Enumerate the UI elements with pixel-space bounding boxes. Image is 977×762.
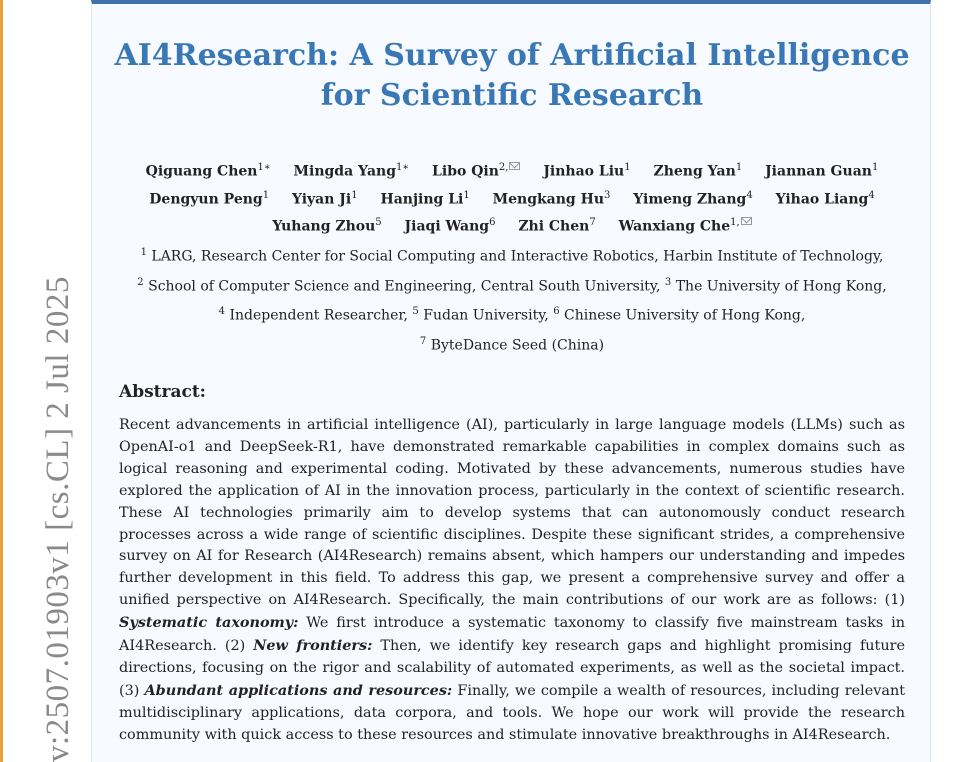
affiliation-line-2: $^2$ School of Computer Science and Engineering, Central South University, $^3$ The University of Hong Kong, <box>137 276 887 295</box>
title-line-1: AI4Research: A Survey of Artificial Intelligence <box>114 38 910 73</box>
mail-icon[interactable] <box>741 217 752 225</box>
contribution-1-label: Systematic taxonomy: <box>119 614 299 632</box>
author: Yimeng Zhang$^4$ <box>633 189 753 208</box>
arxiv-identifier-stamp: v:2507.01903v1 [cs.CL] 2 Jul 2025 <box>40 276 76 762</box>
author: Mengkang Hu$^3$ <box>492 189 611 208</box>
author: Jiannan Guan$^1$ <box>765 162 879 180</box>
affiliation-line-4: $^7$ ByteDance Seed (China) <box>419 335 605 354</box>
author-row-2 <box>92 184 932 212</box>
mail-icon[interactable] <box>509 162 520 170</box>
author-row-1 <box>92 156 932 184</box>
contribution-3-label: Abundant applications and resources: <box>144 681 453 699</box>
author: Wanxiang Che$^{1,}$ <box>619 211 752 239</box>
contribution-2-label: New frontiers: <box>253 637 373 655</box>
paper-title <box>92 36 932 116</box>
abstract-text: Recent advancements in artificial intelligence (AI), particularly in large language models (LLMs) such as OpenAI-o1 and DeepSeek-R1, have demonstrated remarkable capabilities in complex domains such as logical reasoning and experimental coding. Motivated by these advancements, numerous studies have explored the application of AI in the innovation process, particularly in the context of scientific research. These AI technologies primarily aim to develop systems that can autonomously conduct research processes across a wide range of scientific disciplines. Despite these significant strides, a comprehensive survey on AI for Research (AI4Research) remains absent, which hampers our understanding and impedes further development in this field. To address this gap, we present a comprehensive survey and offer a unified perspective on AI4Research. Specifically, the main contributions of our work are as follows: (1) Systematic taxonomy: We first introduce a systematic taxonomy to classify five mainstream tasks in AI4Research. (2) New frontiers: Then, we identify key research gaps and highlight promising future directions, focusing on the rigor and scalability of automated experiments, as well as the societal impact. (3) Abundant applications and resources: Finally, we compile a wealth of resources, including relevant multidisciplinary applications, data corpora, and tools. We hope our work will provide the research community with quick access to these resources and stimulate innovative breakthroughs in AI4Research. <box>119 417 906 743</box>
author: Jiaqi Wang$^6$ <box>404 217 496 235</box>
author: Zheng Yan$^1$ <box>653 162 743 180</box>
author: Yiyan Ji$^1$ <box>291 189 358 208</box>
author: Qiguang Chen$^{1∗}$ <box>145 162 271 180</box>
title-line-2: for Scientific Research <box>320 78 704 113</box>
affiliation-line-1: $^1$ LARG, Research Center for Social Computing and Interactive Robotics, Harbin Institute of Technology, <box>140 247 884 265</box>
author: Libo Qin$^{2,}$ <box>432 156 520 184</box>
author: Mingda Yang$^{1∗}$ <box>293 162 410 180</box>
affiliation-line-3: $^4$ Independent Researcher, $^5$ Fudan University, $^6$ Chinese University of Hong Kong, <box>218 306 806 324</box>
left-accent-strip <box>0 0 3 762</box>
author: Yuhang Zhou$^5$ <box>272 217 382 235</box>
author: Zhi Chen$^7$ <box>518 217 596 235</box>
author: Jinhao Liu$^1$ <box>543 162 631 180</box>
author: Dengyun Peng$^1$ <box>149 189 270 208</box>
author-row-3 <box>92 211 932 239</box>
author: Hanjing Li$^1$ <box>380 189 470 208</box>
paper-page <box>91 0 931 762</box>
author: Yihao Liang$^4$ <box>775 189 875 208</box>
abstract-heading: Abstract: <box>119 382 206 402</box>
author-list <box>92 156 932 239</box>
affiliation-list <box>92 240 932 359</box>
